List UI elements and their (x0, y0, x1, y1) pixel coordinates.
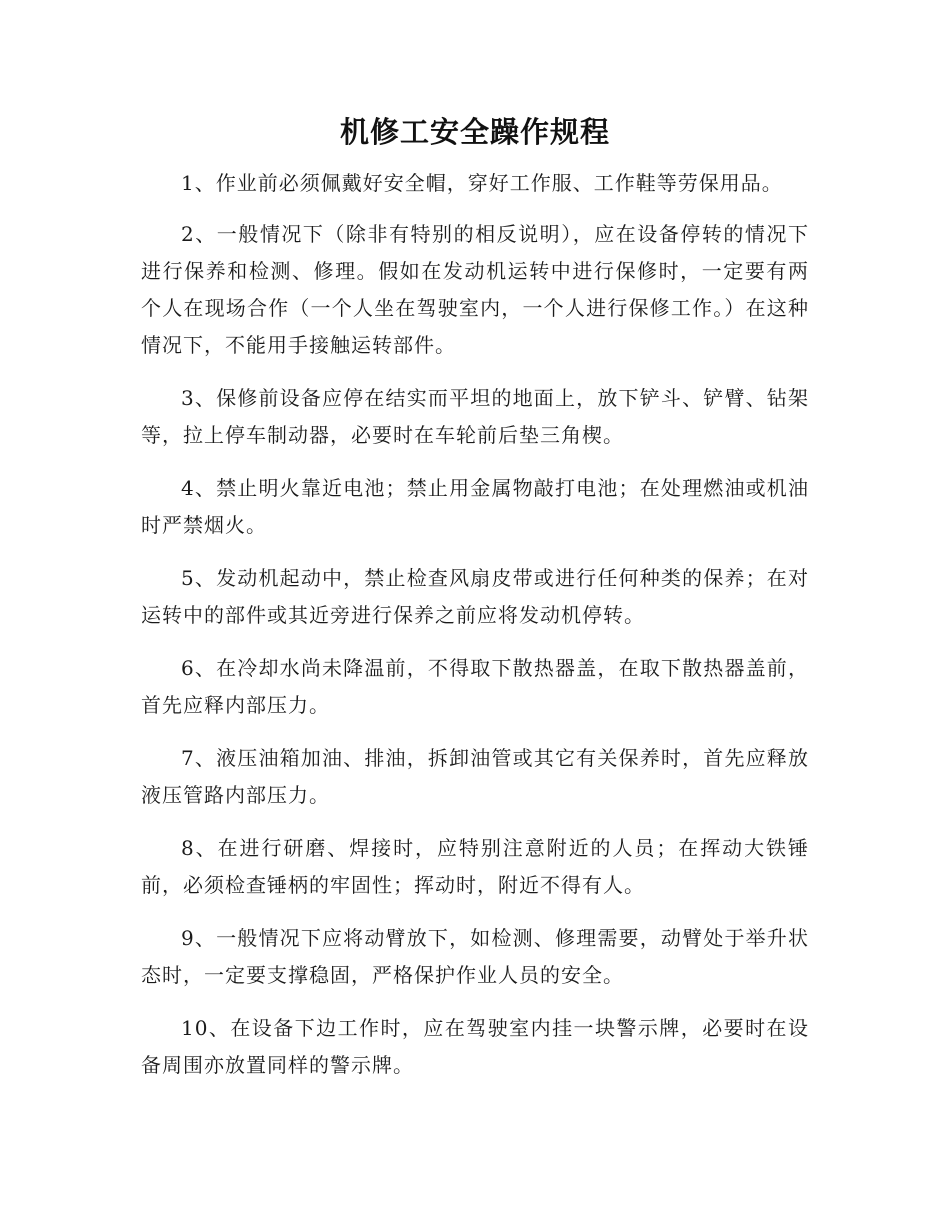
document-title: 机修工安全躁作规程 (339, 115, 610, 149)
paragraph-4: 4、禁止明火靠近电池；禁止用金属物敲打电池；在处理燃油或机油时严禁烟火。 (141, 476, 809, 537)
paragraph-10: 10、在设备下边工作时，应在驾驶室内挂一块警示牌，必要时在设备周围亦放置同样的警示牌。 (141, 1016, 809, 1077)
paragraph-7: 7、液压油箱加油、排油，拆卸油管或其它有关保养时，首先应释放液压管路内部压力。 (141, 746, 809, 807)
paragraph-8: 8、在进行研磨、焊接时，应特别注意附近的人员；在挥动大铁锤前，必须检查锤柄的牢固性；挥动时，附近不得有人。 (141, 836, 809, 897)
paragraph-5: 5、发动机起动中，禁止检查风扇皮带或进行任何种类的保养；在对运转中的部件或其近旁进行保养之前应将发动机停转。 (141, 566, 809, 627)
paragraph-9: 9、一般情况下应将动臂放下，如检测、修理需要，动臂处于举升状态时，一定要支撑稳固，严格保护作业人员的安全。 (141, 926, 809, 987)
paragraph-1: 1、作业前必须佩戴好安全帽，穿好工作服、工作鞋等劳保用品。 (181, 171, 783, 195)
paragraph-6: 6、在冷却水尚未降温前，不得取下散热器盖，在取下散热器盖前，首先应释内部压力。 (141, 656, 809, 717)
paragraph-2: 2、一般情况下（除非有特别的相反说明），应在设备停转的情况下进行保养和检测、修理。假如在发动机运转中进行保修时，一定要有两个人在现场合作（一个人坐在驾驶室内，一个人进行保修工作。）在这种情况下，不能用手接触运转部件。 (141, 222, 809, 357)
paragraph-3: 3、保修前设备应停在结实而平坦的地面上，放下铲斗、铲臂、钻架等，拉上停车制动器，必要时在车轮前后垫三角楔。 (141, 386, 809, 447)
